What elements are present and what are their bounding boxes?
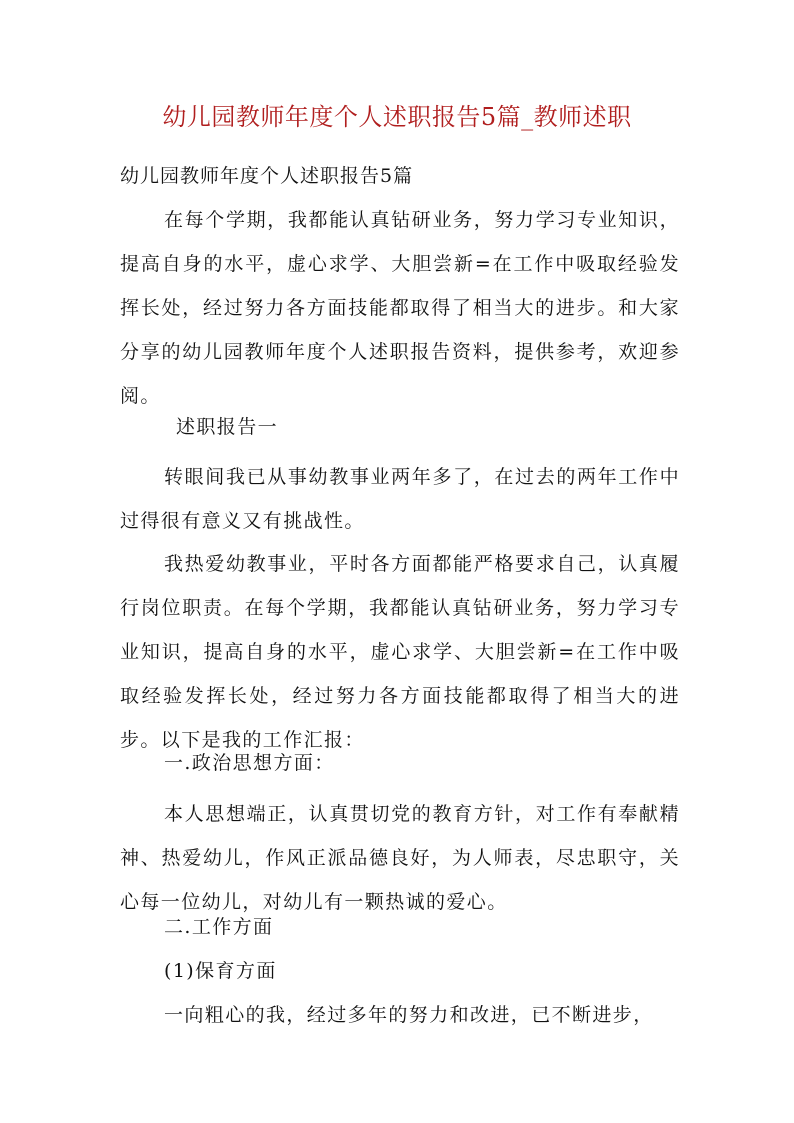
report-heading: 述职报告一 [176, 416, 279, 438]
section-2-heading: 二.工作方面 [164, 916, 274, 938]
paragraph-1: 转眼间我已从事幼教事业两年多了，在过去的两年工作中过得很有意义又有挑战性。 [120, 466, 680, 532]
paragraph-2: 我热爱幼教事业，平时各方面都能严格要求自己，认真履行岗位职责。在每个学期，我都能认真钻研业务，努力学习专业知识，提高自身的水平，虚心求学、大胆尝新=在工作中吸取经验发挥长处，经过努力各方面技能都取得了相当大的进步。以下是我的工作汇报： [120, 553, 680, 751]
subsection-1-body: 一向粗心的我，经过多年的努力和改进，已不断进步， [164, 1004, 654, 1026]
section-1-heading: 一.政治思想方面： [164, 752, 335, 774]
intro-paragraph: 在每个学期，我都能认真钻研业务，努力学习专业知识，提高自身的水平，虚心求学、大胆尝新=在工作中吸取经验发挥长处，经过努力各方面技能都取得了相当大的进步。和大家分享的幼儿园教师年度个人述职报告资料，提供参考，欢迎参阅。 [120, 209, 680, 407]
document-subtitle: 幼儿园教师年度个人述职报告5篇 [120, 165, 414, 187]
section-1-body: 本人思想端正，认真贯切党的教育方针，对工作有奉献精神、热爱幼儿，作风正派品德良好，为人师表，尽忠职守，关心每一位幼儿，对幼儿有一颗热诚的爱心。 [120, 803, 680, 913]
subsection-1-heading: (1)保育方面 [164, 960, 277, 982]
document-title: 幼儿园教师年度个人述职报告5篇_教师述职 [162, 103, 632, 131]
